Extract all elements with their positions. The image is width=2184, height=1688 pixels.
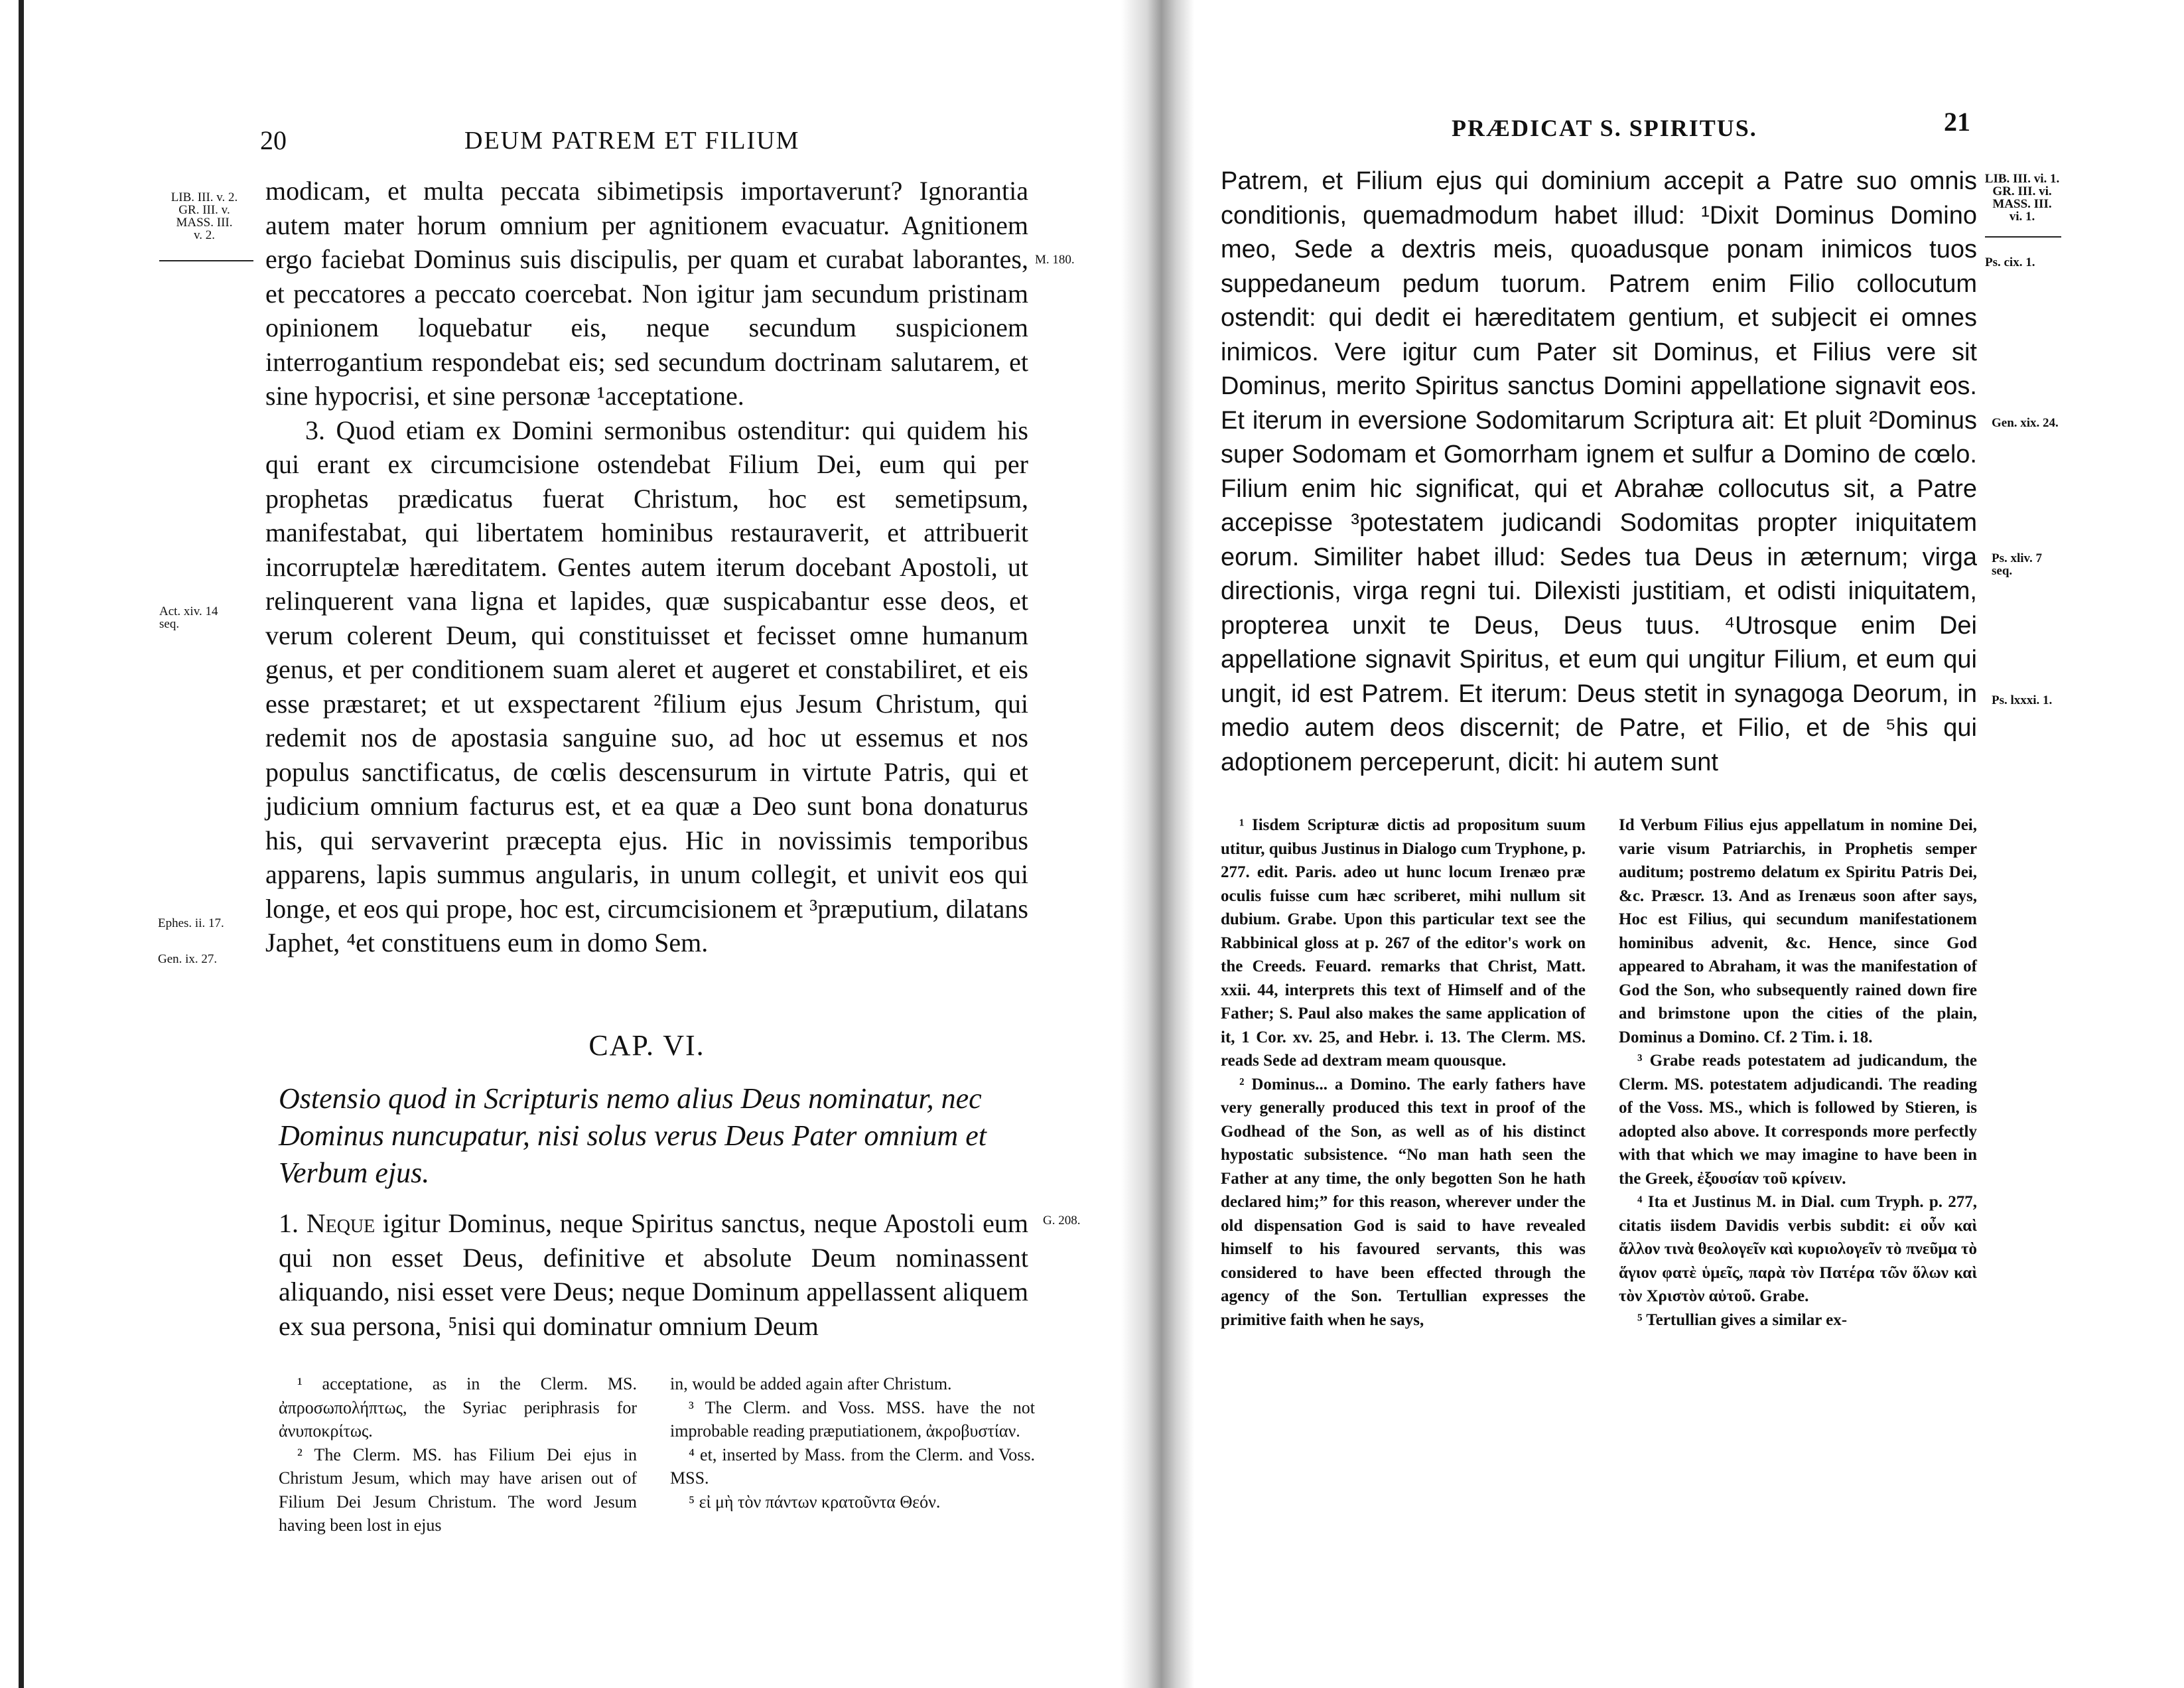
footnote: ⁴ et, inserted by Mass. from the Clerm. and Voss. MSS. [670, 1444, 1035, 1488]
footnote: ³ The Clerm. and Voss. MSS. have the not improbable reading præputiationem, ἀκροβυστίαν. [670, 1397, 1035, 1441]
footnote: ⁴ Ita et Justinus M. in Dial. cum Tryph. p. 277, citatis iisdem Davidis verbis subdit: εἰ οὖν καὶ ἄλλον τινὰ θεολογεῖν καὶ κυριολογεῖν τὸ πνεῦμα τὸ ἅγιον φατὲ ὑμεῖς, παρὰ τὸν Πατέρα τῶν ὅλων καὶ τὸν Χριστὸν αὐτοῦ. Grabe. [1619, 1193, 1977, 1305]
margin-ref-acts-seq: seq. [159, 617, 180, 631]
margin-ref-mass-v-text: v. 2. [193, 228, 216, 242]
margin-ref-mass-text: MASS. III. [1992, 197, 2052, 211]
footnotes-col-2 [1619, 813, 1977, 1332]
footnote: ¹ acceptatione, as in the Clerm. MS. ἀπροσωπολήπτως, the Syriac periphrasis for ἀνυποκρίτως. [279, 1374, 637, 1441]
running-head: DEUM PATREM ET FILIUM [464, 127, 800, 155]
margin-ref-lib [151, 191, 257, 242]
footnotes-col-1 [1221, 813, 1586, 1332]
paragraph: Patrem, et Filium ejus qui dominium accepit a Patre suo omnis conditionis, quemadmodum habet illud: ¹Dixit Dominus Domino meo, Sede a dextris meis, quoadusque ponam inimicos tuos suppedaneum pedum tuorum. Patrem enim Filio collocutum ostendit: qui dedit ei hæreditatem gentium, et subjecit ei omnes inimicos. Vere igitur cum Pater sit Dominus, et Filius vere sit Dominus, merito Spiritus sanctus Domini appellatione signavit eos. Et iterum in eversione Sodomitarum Scriptura ait: Et pluit ²Dominus super Sodomam et Gomorrham ignem et sulfur a Domino de cœlo. Filium enim hic significat, qui et Abrahæ collocutus sit, a Patre accepisse ³potestatem judicandi Sodomitas propter iniquitatem eorum. Similiter habet illud: Sedes tua Deus in æternum; virga directionis, virga regni tui. Dilexisti justitiam, et odisti iniquitatem, propterea unxit te Deus, Deus tuus. ⁴Utrosque enim Dei appellatione signavit Spiritus, et eum qui ungitur Filium, et eum qui ungit, id est Patrem. Et iterum: Deus stetit in synagoga Deorum, in medio autem deos discernit; de Patre, et Filio, et de ⁵his qui adoptionem perceperunt, dicit: hi autem sunt [1221, 167, 1977, 776]
footnote: ³ Grabe reads potestatem ad judicandum, the Clerm. MS. potestatem adjudicandi. The reading of the Voss. MS., which is followed by Stieren, is adopted also above. It corresponds more perfectly with that which we may imagine to have been in the Greek, ἐξουσίαν τοῦ κρίνειν. [1619, 1052, 1977, 1188]
chapter-title: CAP. VI. [588, 1029, 705, 1062]
margin-ref-acts [159, 605, 245, 630]
chapter-summary: Ostensio quod in Scripturis nemo alius Deus nominatur, nec Dominus nuncupatur, nisi solus verus Deus Pater omnium et Verbum ejus. [279, 1082, 987, 1189]
margin-ref-lib-text: LIB. III. v. 2. [171, 190, 238, 204]
footnotes-col-2 [670, 1372, 1035, 1513]
chapter-paragraph [279, 1206, 1028, 1343]
margin-ref-ps1: Ps. cix. 1. [1985, 255, 2035, 269]
margin-ref-mass-text: MASS. III. [176, 216, 233, 230]
margin-ref-acts-text: Act. xiv. 14 [159, 604, 218, 618]
footnote: ⁵ Tertullian gives a similar ex- [1637, 1310, 1848, 1329]
running-head: PRÆDICAT S. SPIRITUS. [1452, 115, 1757, 141]
footnote: ¹ Iisdem Scripturæ dictis ad propositum suum utitur, quibus Justinus in Dialogo cum Tryphone, p. 277. edit. Paris. adeo ut hunc locum Irenæo præ oculis fuisse cum hæc scriberet, mihi nullum sit dubium. Grabe. Upon this particular text see the Rabbinical gloss at p. 267 of the editor's work on the Creeds. Feuard. remarks that Christ, Matt. xxii. 44, interprets this text of Himself and of the Father; S. Paul also makes the same application of it, 1 Cor. xv. 25, and Hebr. i. 13. The Clerm. MS. reads Sede ad dextram meam quousque. [1221, 816, 1586, 1070]
page-number: 21 [1944, 107, 1970, 137]
paragraph: modicam, et multa peccata sibimetipsis importaverunt? Ignorantia autem mater horum omnium per agnitionem evacuatur. Agnitionem ergo faciebat Dominus suis discipulis, per quam et curabat laborantes, et peccatores a peccato coercebat. Non igitur jam secundum pristinam opinionem loquebatur eis, neque secundum suspicionem interrogantium respondebat eis; sed secundum doctrinam salutarem, et sine hypocrisi, et sine personæ ¹acceptatione. [265, 176, 1028, 411]
footnote: ² The Clerm. MS. has Filium Dei ejus in Christum Jesum, which may have arisen out of Filium Dei Jesum Christum. The word Jesum having been lost in ejus [279, 1444, 637, 1535]
margin-ref-ephes: Ephes. ii. 17. [158, 916, 224, 930]
margin-ref-gen: Gen. xix. 24. [1992, 416, 2059, 430]
footnote: ⁵ εἰ μὴ τὸν πάντων κρατοῦντα Θεόν. [689, 1492, 941, 1512]
margin-ref-ps2-seq: seq. [1992, 564, 2013, 578]
footnote: ² Dominus... a Domino. The early fathers have very generally produced this text in proof of the Godhead of the Son, as well as of his distinct hypostatic subsistence. “No man hath seen the Father at any time, the only begotten Son he hath declared him;” for this reason, wherever under the old dispensation God is said to have revealed himself to his favoured servants, this was considered to have been effected through the agency of the Son. Tertullian expresses the primitive faith when he says, [1221, 1075, 1586, 1329]
margin-ref-ps2-text: Ps. xliv. 7 [1992, 551, 2043, 565]
margin-ref-ps2 [1992, 552, 2071, 577]
book-gutter [1121, 0, 1194, 1688]
main-text [265, 174, 1028, 960]
chapter-paragraph-text [279, 1206, 1028, 1343]
margin-ref-ps3: Ps. lxxxi. 1. [1992, 693, 2053, 707]
margin-ref-gr-text: GR. III. vi. [1992, 184, 2052, 198]
margin-ref-gr-text: GR. III. v. [178, 203, 230, 217]
main-text [1221, 165, 1977, 780]
margin-rule [159, 260, 253, 261]
margin-ref-gen: Gen. ix. 27. [158, 952, 218, 966]
margin-ref-lib [1982, 173, 2062, 223]
margin-ref-mass-v-text: vi. 1. [2009, 210, 2035, 224]
margin-ref-lib-text: LIB. III. vi. 1. [1984, 172, 2060, 186]
page-number: 20 [260, 125, 287, 155]
margin-ref-m180: M. 180. [1035, 253, 1075, 267]
margin-rule [1985, 236, 2061, 238]
footnote: in, would be added again after Christum. [670, 1374, 952, 1393]
margin-ref-g208: G. 208. [1043, 1214, 1081, 1228]
paragraph-initial-word: Neque [306, 1208, 375, 1238]
paragraph: 3. Quod etiam ex Domini sermonibus ostenditur: qui quidem his qui erant ex circumcisione ostendebat Filium Dei, eum qui per prophetas prædicatus fuerat Christum, hoc est semetipsum, manifestabat, qui libertatem hominibus restauraverit, et attribuerit incorruptelæ hæreditatem. Gentes autem iterum docebant Apostoli, ut relinquerent vana ligna et lapides, quæ suspicabantur esse deos, et verum colerent Deum, qui constituisset et fecisset omne humanum genus, et per conditionem suam aleret et augeret et constabiliret, et eis esse præstaret; et ut exspectarent ²filium ejus Jesum Christum, qui redemit nos de apostasia sanguine suo, ad hoc ut essemus et nos populus sanctificatus, de cœlis descensurum in virtute Patris, qui et judicium omnium facturus est, et ea quæ a Deo sunt bona donaturus his, qui servaverint præcepta ejus. Hic in novissimis temporibus apparens, lapis summus angularis, in unum collegit, et univit eos qui longe, et eos qui prope, hoc est, circumcisionem et ³præputium, dilatans Japhet, ⁴et constituens eum in domo Sem. [265, 415, 1028, 957]
footnotes-col-1 [279, 1372, 637, 1537]
footnote: Id Verbum Filius ejus appellatum in nomine Dei, varie visum Patriarchis, in Prophetis semper auditum; postremo delatum ex Spiritu Patris Dei, &c. Præscr. 13. And as Irenæus soon after says, Hoc est Filius, qui secundum manifestationem hominibus advenit, &c. Hence, since God appeared to Abraham, it was the manifestation of God the Son, who subsequently rained down fire and brimstone upon the cities of the plain, Dominus a Domino. Cf. 2 Tim. i. 18. [1619, 816, 1977, 1046]
right-page [1188, 0, 2184, 1688]
paragraph-body: igitur Dominus, neque Spiritus sanctus, neque Apostoli eum qui non esset Deus, definitive et absolute Deum nominassent aliquando, nisi esset vere Deus; neque Dominum appellassent aliquem ex sua persona, ⁵nisi qui dominatur omnium Deum [279, 1208, 1028, 1341]
paragraph-number: 1. [279, 1208, 299, 1238]
